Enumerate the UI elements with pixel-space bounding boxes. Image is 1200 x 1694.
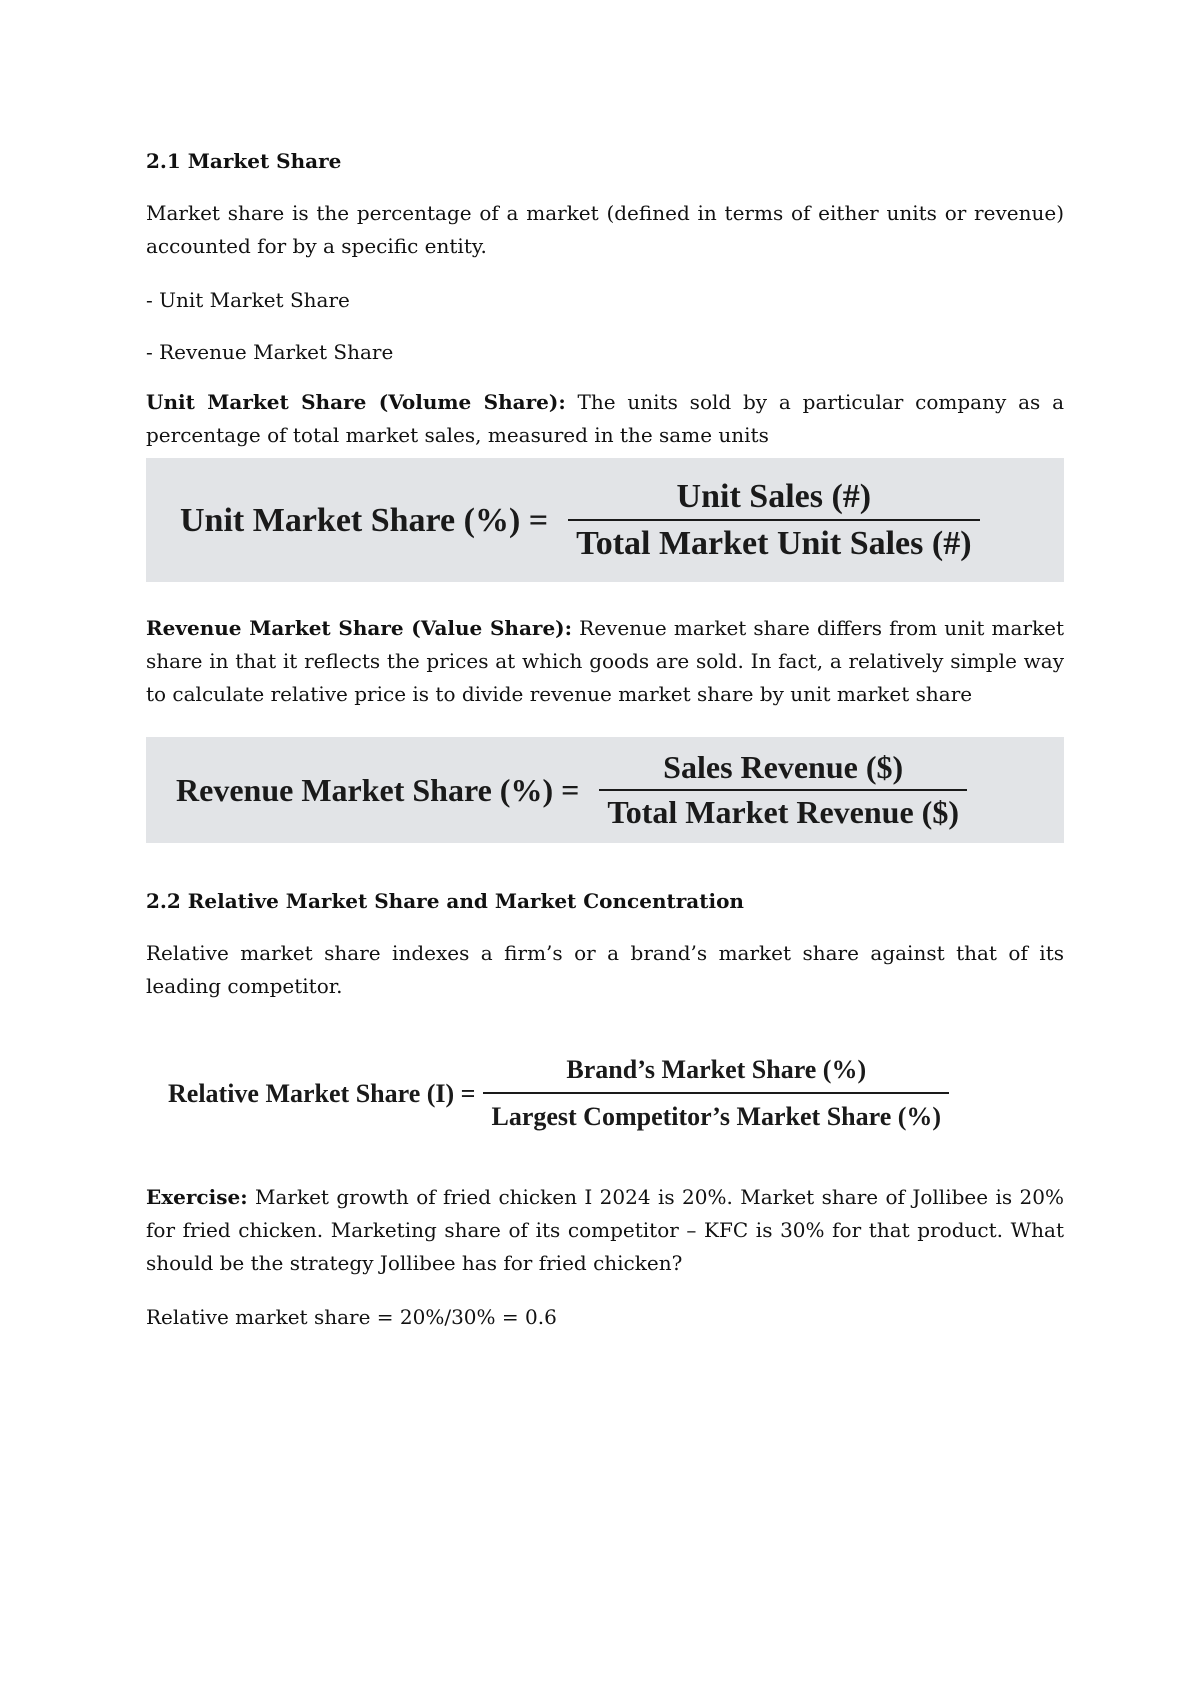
fraction-bar: [483, 1092, 949, 1094]
exercise-text: Market growth of fried chicken I 2024 is 20%. Market share of Jollibee is 20% for fried chicken. Marketing share of its competitor – KFC is 30% for that product. What should be the strategy Jollibee has for fried chicken?: [146, 1185, 1064, 1275]
unit-market-share-description: The units sold by a particular company as a percentage of total market sales, measured in the same units: [146, 390, 1064, 447]
relative-market-share-definition: Relative market share indexes a firm’s or a brand’s market share against that of its leading competitor.: [146, 941, 1064, 998]
document-content: [146, 145, 1064, 1355]
unit-market-share-term: Unit Market Share (Volume Share):: [146, 390, 566, 414]
formula-numerator: Brand’s Market Share (%): [566, 1055, 867, 1084]
formula-denominator: Total Market Revenue ($): [607, 794, 959, 830]
formula-lhs: Unit Market Share (%) =: [180, 501, 549, 539]
formula-denominator: Total Market Unit Sales (#): [576, 525, 972, 562]
section-heading-market-share: 2.1 Market Share: [146, 149, 342, 173]
formula-numerator: Unit Sales (#): [676, 478, 872, 515]
formula-lhs: Revenue Market Share (%) =: [176, 771, 580, 808]
unit-market-share-formula: [146, 458, 1064, 582]
exercise-answer: Relative market share = 20%/30% = 0.6: [146, 1305, 557, 1329]
fraction-bar: [599, 789, 967, 791]
section-heading-relative-market-share: 2.2 Relative Market Share and Market Concentration: [146, 889, 744, 913]
formula-fraction: [568, 480, 979, 560]
fraction-bar: [568, 519, 979, 521]
revenue-market-share-description: Revenue market share differs from unit market share in that it reflects the prices at which goods are sold. In fact, a relatively simple way to calculate relative price is to divide revenue market share by unit market share: [146, 616, 1064, 706]
revenue-market-share-formula: [146, 737, 1064, 843]
bullet-revenue-market-share: - Revenue Market Share: [146, 340, 394, 364]
formula-fraction: [483, 1053, 949, 1133]
formula-denominator: Largest Competitor’s Market Share (%): [491, 1102, 942, 1131]
formula-numerator: Sales Revenue ($): [663, 749, 904, 785]
revenue-market-share-paragraph: [146, 612, 1064, 711]
formula-lhs: Relative Market Share (I) =: [168, 1078, 476, 1108]
market-share-definition: Market share is the percentage of a market (defined in terms of either units or revenue) accounted for by a specific entity.: [146, 201, 1064, 258]
exercise-label: Exercise:: [146, 1185, 248, 1209]
bullet-unit-market-share: - Unit Market Share: [146, 288, 350, 312]
exercise-paragraph: [146, 1181, 1064, 1280]
formula-fraction: [599, 751, 967, 829]
unit-market-share-paragraph: [146, 386, 1064, 452]
relative-market-share-formula: [146, 1043, 1064, 1143]
revenue-market-share-term: Revenue Market Share (Value Share):: [146, 616, 573, 640]
